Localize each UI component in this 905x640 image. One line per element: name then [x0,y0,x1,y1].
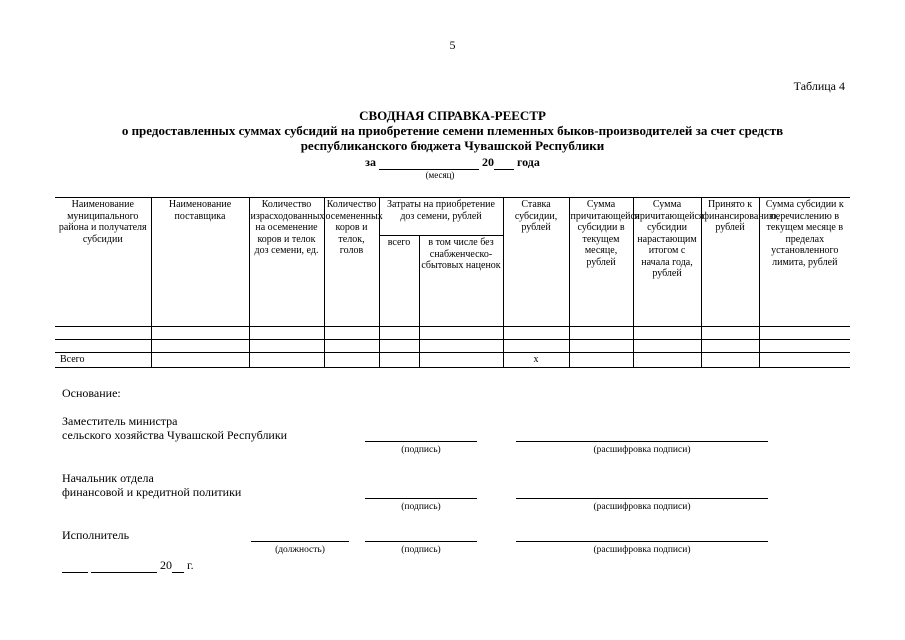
header-doses-used: Количество израсходованных на осеменение коров и телок доз семени, ед. [249,198,324,327]
executor-position-line[interactable] [251,541,349,542]
day-blank[interactable] [62,560,88,573]
deputy-decoding-line[interactable] [516,441,768,442]
head-title-line-2: финансовой и кредитной политики [62,485,242,499]
executor-label: Исполнитель [62,528,130,542]
head-decoding-line[interactable] [516,498,768,499]
basis-label: Основание: [62,386,121,400]
header-recipient: Наименование муниципального района и получателя субсидии [55,198,151,327]
header-animals-inseminated: Количество осемененных коров и телок, голов [324,198,379,327]
table-row [55,340,850,353]
executor-position-caption: (должность) [275,545,325,555]
date-year-blank[interactable] [172,560,184,573]
header-due-month: Сумма причитающейся субсидии в текущем месяце, рублей [569,198,633,327]
date-year-prefix: 20 [160,558,172,572]
header-costs-total: всего [379,236,419,327]
deputy-decoding-caption: (расшифровка подписи) [593,445,691,455]
deputy-title-line-1: Заместитель министра [62,414,178,428]
deputy-signature-line[interactable] [365,441,477,442]
header-costs-without-markup: в том числе без снабженческо-сбытовых наценок [419,236,503,327]
table-number: Таблица 4 [793,79,845,93]
title-line-2: о предоставленных суммах субсидий на приобретение семени племенных быков-производителей за счет средств [121,123,784,138]
executor-signature-line[interactable] [365,541,477,542]
total-rate-cell: х [503,353,569,368]
head-signature-line[interactable] [365,498,477,499]
executor-signature-caption: (подпись) [401,545,441,555]
head-title [62,471,241,499]
header-due-cumulative: Сумма причитающейся субсидии нарастающим итогом с начала года, рублей [633,198,701,327]
header-rate: Ставка субсидии, рублей [503,198,569,327]
period-year-prefix: 20 [481,155,494,169]
deputy-signature-caption: (подпись) [401,445,441,455]
month-blank[interactable] [379,157,479,170]
period-line [0,155,905,170]
month-caption: (месяц) [425,170,455,180]
month-date-blank[interactable] [91,560,157,573]
page-number: 5 [449,38,456,52]
executor-decoding-caption: (расшифровка подписи) [593,545,691,555]
head-decoding-caption: (расшифровка подписи) [593,502,691,512]
registry-table [55,197,850,368]
header-accepted: Принято к финансированию, рублей [701,198,759,327]
deputy-title-line-2: сельского хозяйства Чувашской Республики [62,428,288,442]
title-line-1: СВОДНАЯ СПРАВКА-РЕЕСТР [359,108,546,123]
deputy-title [62,414,287,442]
year-blank[interactable] [494,157,514,170]
document-title [0,108,905,153]
date-line [62,558,194,573]
date-suffix: г. [187,558,194,572]
header-supplier: Наименование поставщика [151,198,249,327]
title-line-3: республиканского бюджета Чувашской Республики [300,138,605,153]
head-title-line-1: Начальник отдела [62,471,154,485]
executor-decoding-line[interactable] [516,541,768,542]
total-row [55,353,850,368]
total-label: Всего [55,353,151,368]
header-costs: Затраты на приобретение доз семени, рублей [379,198,503,236]
header-to-transfer: Сумма субсидии к перечислению в текущем месяце в пределах установленного лимита, рублей [759,198,850,327]
head-signature-caption: (подпись) [401,502,441,512]
period-prefix: за [365,155,376,169]
table-row [55,327,850,340]
period-suffix: года [516,155,540,169]
